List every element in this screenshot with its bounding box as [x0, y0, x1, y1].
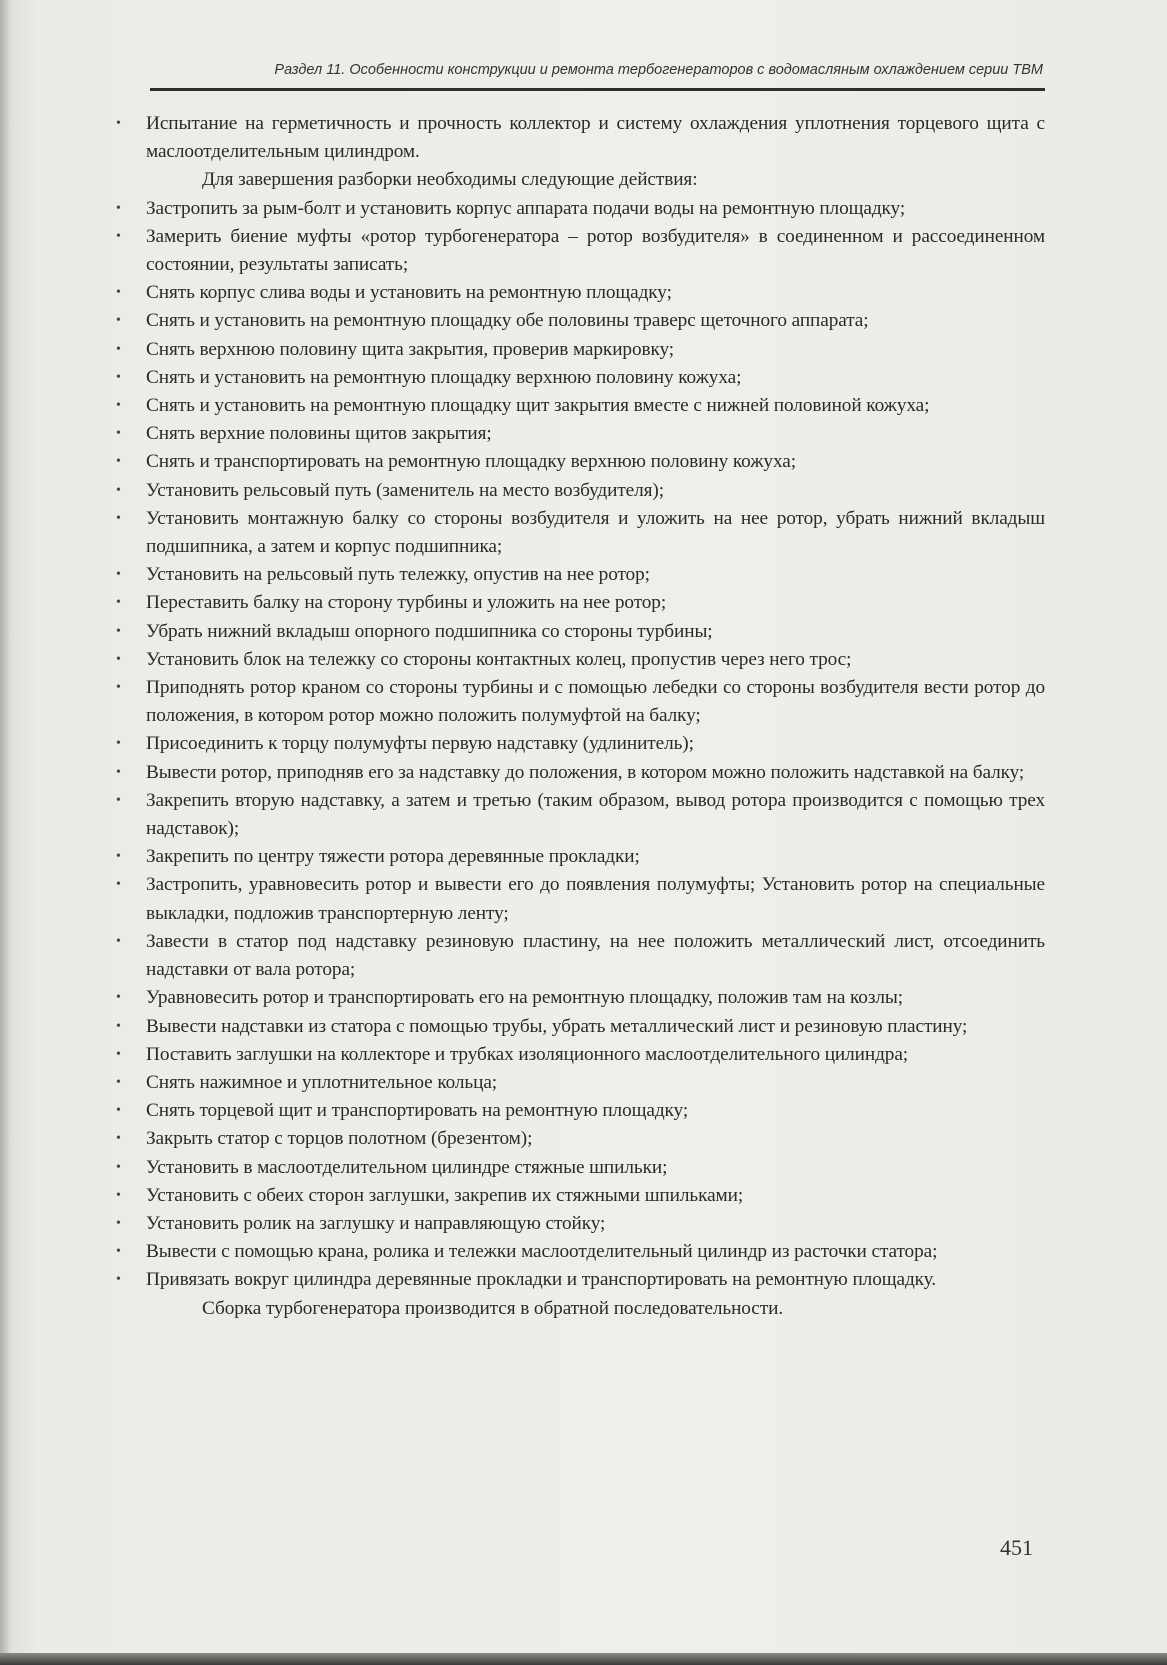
- list-item-text: Закрыть статор с торцов полотном (брезентом);: [146, 1128, 533, 1150]
- list-item-text: Снять торцевой щит и транспортировать на ремонтную площадку;: [146, 1100, 689, 1122]
- list-item-text: Переставить балку на сторону турбины и уложить на нее ротор;: [146, 592, 667, 614]
- list-item-text: Убрать нижний вкладыш опорного подшипника со стороны турбины;: [146, 620, 713, 642]
- bullet-icon: •: [116, 482, 121, 498]
- bullet-icon: •: [116, 1018, 121, 1034]
- list-item: [112, 928, 1045, 984]
- list-item: [112, 561, 1045, 589]
- list-item: [112, 1238, 1045, 1266]
- list-item: [112, 1013, 1045, 1041]
- list-item: [112, 110, 1045, 166]
- bullet-icon: •: [116, 849, 121, 865]
- list-item-text: Установить в маслоотделительном цилиндре стяжные шпильки;: [146, 1156, 668, 1178]
- bullet-icon: •: [116, 1131, 121, 1147]
- list-item: [112, 505, 1045, 561]
- list-item: [112, 336, 1045, 364]
- bullet-icon: •: [116, 1046, 121, 1062]
- list-item: [112, 1097, 1045, 1125]
- list-item-text: Снять и установить на ремонтную площадку обе половины траверс щеточного аппарата;: [146, 310, 869, 332]
- list-item: [112, 1041, 1045, 1069]
- list-item: [112, 646, 1045, 674]
- list-item: [112, 589, 1045, 617]
- bullet-icon: •: [116, 623, 121, 639]
- bullet-icon: •: [116, 1187, 121, 1203]
- bullet-icon: •: [116, 285, 121, 301]
- running-header: Раздел 11. Особенности конструкции и ремонта тербогенераторов с водомасляным охлаждением серии ТВМ: [274, 62, 1043, 78]
- list-item-text: Уравновесить ротор и транспортировать его на ремонтную площадку, положив там на козлы;: [146, 987, 903, 1009]
- bullet-icon: •: [116, 933, 121, 949]
- list-item: [112, 420, 1045, 448]
- bullet-icon: •: [116, 369, 121, 385]
- list-item-text: Поставить заглушки на коллекторе и трубках изоляционного маслоотделительного цилиндра;: [146, 1043, 909, 1065]
- list-item: [112, 1069, 1045, 1097]
- bullet-icon: •: [116, 510, 121, 526]
- list-item-text: Установить ролик на заглушку и направляющую стойку;: [146, 1212, 606, 1234]
- list-item: [112, 279, 1045, 307]
- bullet-icon: •: [116, 1074, 121, 1090]
- bullet-icon: •: [116, 651, 121, 667]
- list-item-text: Снять и установить на ремонтную площадку верхнюю половину кожуха;: [146, 366, 742, 388]
- bullet-icon: •: [116, 1159, 121, 1175]
- list-item-text: Приподнять ротор краном со стороны турбины и с помощью лебедки со стороны возбудителя вести ротор до положения, в котором ротор можно положить полумуфтой на балку;: [146, 677, 1045, 727]
- binding-shadow: [0, 0, 10, 1665]
- list-item: [112, 674, 1045, 730]
- paragraph: Сборка турбогенератора производится в обратной последовательности.: [202, 1297, 784, 1319]
- list-item-text: Завести в статор под надставку резиновую пластину, на нее положить металлический лист, отсоединить надставки от вала ротора;: [146, 930, 1045, 981]
- list-item: [112, 195, 1045, 223]
- bullet-icon: •: [116, 1103, 121, 1119]
- bullet-icon: •: [116, 877, 121, 893]
- list-item: [112, 307, 1045, 335]
- list-item-text: Вывести с помощью крана, ролика и тележки маслоотделительный цилиндр из расточки статора;: [146, 1241, 938, 1263]
- bullet-icon: •: [116, 1215, 121, 1231]
- list-item: [112, 871, 1045, 927]
- bullet-icon: •: [116, 341, 121, 357]
- list-item: [112, 1125, 1045, 1153]
- bullet-icon: •: [116, 426, 121, 442]
- list-item: [112, 364, 1045, 392]
- list-item-text: Застропить за рым-болт и установить корпус аппарата подачи воды на ремонтную площадку;: [146, 197, 906, 219]
- list-item: [112, 392, 1045, 420]
- bullet-icon: •: [116, 313, 121, 329]
- list-item-text: Установить с обеих сторон заглушки, закрепив их стяжными шпильками;: [146, 1184, 744, 1206]
- bullet-icon: •: [116, 116, 121, 131]
- list-item: [112, 759, 1045, 787]
- list-item-text: Вывести надставки из статора с помощью трубы, убрать металлический лист и резиновую пластину;: [146, 1015, 968, 1037]
- list-item-text: Снять нажимное и уплотнительное кольца;: [146, 1071, 498, 1093]
- list-item-text: Привязать вокруг цилиндра деревянные прокладки и транспортировать на ремонтную площадку.: [146, 1269, 936, 1291]
- bullet-icon: •: [116, 792, 121, 808]
- list-item: [112, 1210, 1045, 1238]
- bullet-icon: •: [116, 1244, 121, 1260]
- bullet-icon: •: [116, 567, 121, 583]
- list-item: [112, 1154, 1045, 1182]
- bullet-icon: •: [116, 454, 121, 470]
- list-item: [112, 618, 1045, 646]
- page-number: 451: [1000, 1535, 1033, 1560]
- bullet-icon: •: [116, 398, 121, 414]
- list-item-text: Замерить биение муфты «ротор турбогенератора – ротор возбудителя» в соединенном и рассоединенном состоянии, результаты записать;: [146, 225, 1045, 276]
- paragraph: Для завершения разборки необходимы следующие действия:: [202, 169, 698, 191]
- bullet-icon: •: [116, 595, 121, 611]
- list-item: [112, 1266, 1045, 1294]
- list-item-text: Установить на рельсовый путь тележку, опустив на нее ротор;: [146, 564, 650, 586]
- bullet-icon: •: [116, 1272, 121, 1288]
- list-item-text: Закрепить вторую надставку, а затем и третью (таким образом, вывод ротора производится с помощью трех надставок);: [146, 789, 1045, 840]
- list-item: [112, 477, 1045, 505]
- list-item-text: Испытание на герметичность и прочность коллектор и систему охлаждения уплотнения торцевого щита с маслоотделительным цилиндром.: [146, 113, 1045, 163]
- list-item: [112, 448, 1045, 476]
- list-item: [112, 787, 1045, 843]
- page-body: [112, 110, 1045, 1323]
- bullet-icon: •: [116, 990, 121, 1006]
- header-rule: [150, 88, 1045, 91]
- list-item-text: Установить рельсовый путь (заменитель на место возбудителя);: [146, 479, 664, 501]
- bullet-icon: •: [116, 764, 121, 780]
- bullet-icon: •: [116, 680, 121, 696]
- list-item-text: Снять верхнюю половину щита закрытия, проверив маркировку;: [146, 338, 675, 360]
- list-item-text: Закрепить по центру тяжести ротора деревянные прокладки;: [146, 846, 640, 868]
- bullet-icon: •: [116, 228, 121, 244]
- list-item: [112, 984, 1045, 1012]
- list-item: [112, 843, 1045, 871]
- list-item-text: Присоединить к торцу полумуфты первую надставку (удлинитель);: [146, 733, 694, 755]
- list-item-text: Снять и установить на ремонтную площадку щит закрытия вместе с нижней половиной кожуха;: [146, 395, 930, 417]
- list-item-text: Установить монтажную балку со стороны возбудителя и уложить на нее ротор, убрать нижний вкладыш подшипника, а затем и корпус подшипника;: [146, 507, 1045, 558]
- list-item-text: Снять корпус слива воды и установить на ремонтную площадку;: [146, 282, 672, 304]
- list-item: [112, 730, 1045, 758]
- bullet-icon: •: [116, 736, 121, 752]
- list-item-text: Застропить, уравновесить ротор и вывести его до появления полумуфты; Установить ротор на специальные выкладки, подложив транспортерную ленту;: [146, 874, 1045, 924]
- list-item-text: Установить блок на тележку со стороны контактных колец, пропустив через него трос;: [146, 648, 852, 670]
- list-item: [112, 223, 1045, 279]
- list-item-text: Снять и транспортировать на ремонтную площадку верхнюю половину кожуха;: [146, 451, 796, 473]
- list-item-text: Вывести ротор, приподняв его за надставку до положения, в котором можно положить надставкой на балку;: [146, 761, 1025, 783]
- bullet-icon: •: [116, 200, 121, 216]
- list-item: [112, 1182, 1045, 1210]
- list-item-text: Снять верхние половины щитов закрытия;: [146, 423, 492, 445]
